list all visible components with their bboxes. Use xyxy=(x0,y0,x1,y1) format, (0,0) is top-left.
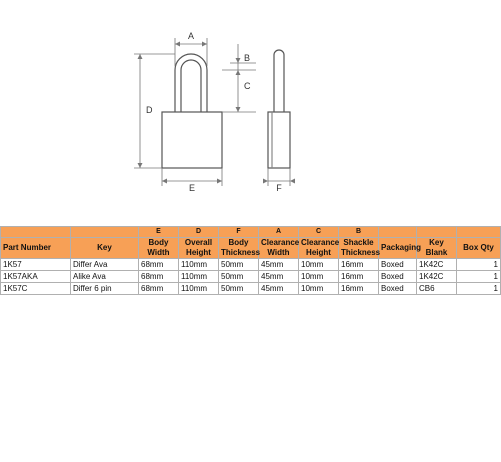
column-header-box-qty: Box Qty xyxy=(457,238,501,259)
arrow-d-top xyxy=(138,54,143,59)
column-header-overall-height: Overall Height xyxy=(179,238,219,259)
cell-body-thickness: 50mm xyxy=(219,271,259,283)
product-spec-table xyxy=(0,226,501,295)
arrow-d-bottom xyxy=(138,163,143,168)
letter-cell: C xyxy=(299,227,339,238)
column-header-row xyxy=(1,238,501,259)
padlock-side-view xyxy=(268,50,290,168)
cell-key-blank: 1K42C xyxy=(417,271,457,283)
arrow-b-bottom xyxy=(236,58,241,63)
arrow-a-left xyxy=(175,42,180,47)
column-header-body-thickness: Body Thickness xyxy=(219,238,259,259)
letter-cell: B xyxy=(339,227,379,238)
cell-part-number: 1K57 xyxy=(1,259,71,271)
letter-cell xyxy=(457,227,501,238)
cell-box-qty: 1 xyxy=(457,259,501,271)
cell-body-thickness: 50mm xyxy=(219,283,259,295)
column-header-shackle-thickness: Shackle Thickness xyxy=(339,238,379,259)
column-header-key-blank: Key Blank xyxy=(417,238,457,259)
column-header-part-number: Part Number xyxy=(1,238,71,259)
cell-key: Alike Ava xyxy=(71,271,139,283)
column-header-clearance-height: Clearance Height xyxy=(299,238,339,259)
shackle-front-inner xyxy=(181,60,201,112)
padlock-front-view xyxy=(162,54,222,168)
shackle-side xyxy=(274,50,284,112)
dim-label-e: E xyxy=(188,183,196,193)
cell-clearance-width: 45mm xyxy=(259,271,299,283)
cell-packaging: Boxed xyxy=(379,283,417,295)
padlock-dimension-diagram xyxy=(0,0,500,200)
lock-body-side xyxy=(268,112,290,168)
letter-cell xyxy=(379,227,417,238)
cell-body-width: 68mm xyxy=(139,259,179,271)
arrow-e-left xyxy=(162,179,167,184)
cell-clearance-height: 10mm xyxy=(299,271,339,283)
cell-key-blank: 1K42C xyxy=(417,259,457,271)
shackle-front xyxy=(175,54,207,112)
cell-packaging: Boxed xyxy=(379,259,417,271)
cell-shackle-thickness: 16mm xyxy=(339,283,379,295)
cell-clearance-height: 10mm xyxy=(299,283,339,295)
cell-overall-height: 110mm xyxy=(179,271,219,283)
cell-shackle-thickness: 16mm xyxy=(339,271,379,283)
dim-label-f: F xyxy=(276,183,282,193)
dim-label-c: C xyxy=(244,81,251,91)
dim-label-b: B xyxy=(244,53,251,63)
cell-clearance-width: 45mm xyxy=(259,259,299,271)
cell-overall-height: 110mm xyxy=(179,283,219,295)
letter-cell: E xyxy=(139,227,179,238)
cell-key: Differ Ava xyxy=(71,259,139,271)
column-header-body-width: Body Width xyxy=(139,238,179,259)
letter-cell: A xyxy=(259,227,299,238)
letter-cell xyxy=(1,227,71,238)
cell-part-number: 1K57C xyxy=(1,283,71,295)
cell-shackle-thickness: 16mm xyxy=(339,259,379,271)
column-header-packaging: Packaging xyxy=(379,238,417,259)
cell-overall-height: 110mm xyxy=(179,259,219,271)
cell-box-qty: 1 xyxy=(457,271,501,283)
cell-packaging: Boxed xyxy=(379,271,417,283)
cell-body-thickness: 50mm xyxy=(219,259,259,271)
arrow-c-top xyxy=(236,70,241,75)
cell-key: Differ 6 pin xyxy=(71,283,139,295)
table-row xyxy=(1,271,501,283)
letter-cell xyxy=(417,227,457,238)
cell-body-width: 68mm xyxy=(139,271,179,283)
column-header-key: Key xyxy=(71,238,139,259)
letter-cell: D xyxy=(179,227,219,238)
table-row xyxy=(1,259,501,271)
cell-clearance-height: 10mm xyxy=(299,259,339,271)
dimension-letter-row xyxy=(1,227,501,238)
cell-clearance-width: 45mm xyxy=(259,283,299,295)
lock-body-front xyxy=(162,112,222,168)
arrow-f-right xyxy=(290,179,295,184)
cell-key-blank: CB6 xyxy=(417,283,457,295)
arrow-a-right xyxy=(202,42,207,47)
dim-label-a: A xyxy=(187,31,195,41)
arrow-f-left xyxy=(263,179,268,184)
column-header-clearance-width: Clearance Width xyxy=(259,238,299,259)
cell-body-width: 68mm xyxy=(139,283,179,295)
cell-box-qty: 1 xyxy=(457,283,501,295)
dim-label-d: D xyxy=(146,105,153,115)
arrow-c-bottom xyxy=(236,107,241,112)
arrow-e-right xyxy=(217,179,222,184)
table-row xyxy=(1,283,501,295)
letter-cell: F xyxy=(219,227,259,238)
cell-part-number: 1K57AKA xyxy=(1,271,71,283)
letter-cell xyxy=(71,227,139,238)
